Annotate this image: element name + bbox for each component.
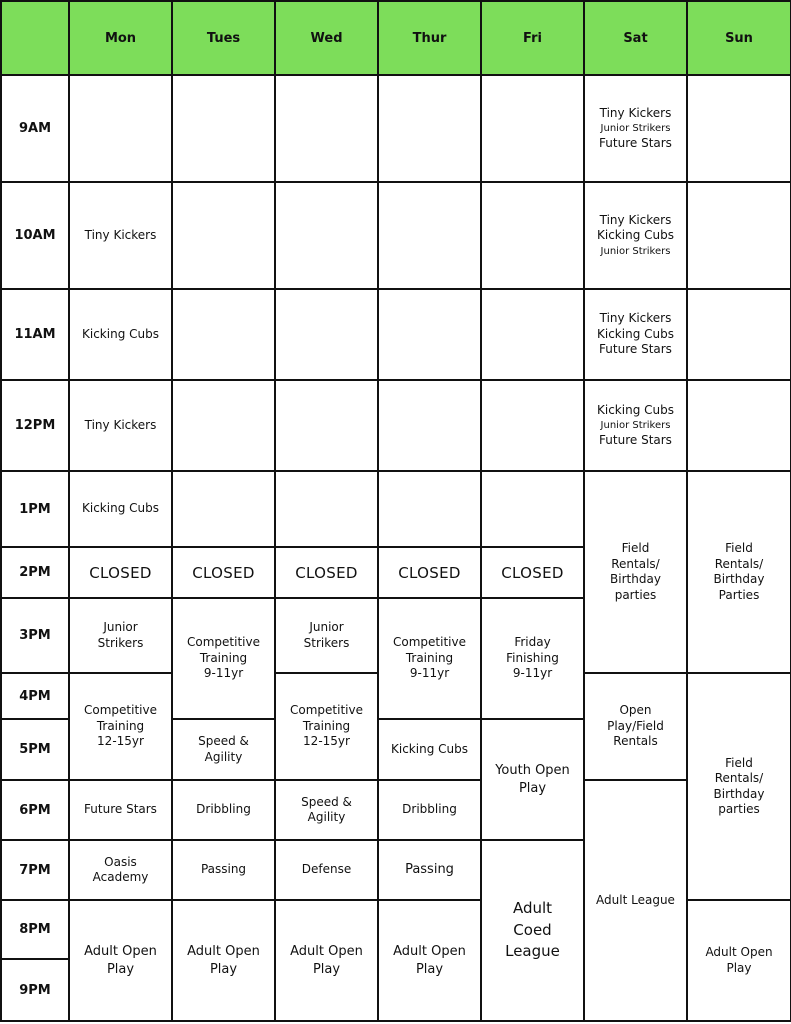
class-name: Rentals/ (611, 556, 660, 571)
sat-9am-cell (584, 75, 687, 182)
class-name: Youth Open (495, 763, 570, 778)
empty-cell (69, 75, 172, 182)
class-name: Adult Open (290, 944, 363, 959)
closed-cell: CLOSED (275, 547, 378, 598)
empty-cell (275, 471, 378, 547)
class-name: Kicking Cubs (597, 402, 674, 417)
class-name: 12-15yr (303, 734, 350, 749)
fri-youth-open-play-cell (481, 719, 584, 840)
sun-adult-open-play-cell (687, 900, 791, 1021)
class-name: Coed (513, 920, 552, 939)
class-name: Training (96, 718, 145, 733)
empty-cell (172, 289, 275, 380)
class-name: Junior (103, 620, 138, 634)
time-label: 9AM (1, 75, 69, 182)
class-name: Play (415, 961, 444, 977)
day-header-fri: Fri (481, 1, 584, 75)
class-cell: Tiny Kickers (69, 182, 172, 289)
class-name: 9-11yr (203, 666, 244, 681)
class-name: Junior Strikers (600, 245, 671, 257)
class-name: Play (726, 960, 752, 975)
class-cell: Dribbling (172, 780, 275, 840)
time-label: 2PM (1, 547, 69, 598)
empty-cell (481, 471, 584, 547)
sat-11am-cell (584, 289, 687, 380)
class-cell: Kicking Cubs (69, 471, 172, 547)
class-name: Friday (514, 635, 551, 650)
row-6pm (1, 780, 791, 840)
empty-cell (481, 380, 584, 471)
class-cell: Future Stars (69, 780, 172, 840)
class-name: Birthday (610, 572, 661, 586)
empty-cell (687, 289, 791, 380)
class-name: Tiny Kickers (599, 105, 672, 120)
sun-field-rentals-cell (687, 471, 791, 673)
class-cell: Defense (275, 840, 378, 900)
empty-cell (275, 75, 378, 182)
time-label: 7PM (1, 840, 69, 900)
wed-3pm-cell (275, 598, 378, 673)
sat-field-rentals-cell (584, 471, 687, 673)
time-label: 5PM (1, 719, 69, 780)
class-name: Rentals (613, 734, 658, 749)
class-name: Strikers (303, 635, 350, 650)
mon-competitive-cell (69, 673, 172, 780)
class-name: Kicking Cubs (597, 326, 674, 341)
class-name: Competitive (84, 703, 157, 718)
time-label: 3PM (1, 598, 69, 673)
empty-cell (275, 182, 378, 289)
closed-cell: CLOSED (69, 547, 172, 598)
class-name: Training (302, 718, 351, 733)
mon-3pm-cell (69, 598, 172, 673)
thur-competitive-cell (378, 598, 481, 719)
sat-open-play-cell (584, 673, 687, 780)
empty-cell (687, 380, 791, 471)
class-name: Future Stars (599, 342, 672, 357)
class-name: Field (725, 755, 753, 770)
class-name: Finishing (506, 650, 559, 665)
class-name: Play (209, 961, 238, 977)
class-name: Agility (307, 810, 346, 824)
time-label: 6PM (1, 780, 69, 840)
class-name: parties (614, 587, 657, 602)
class-cell: Tiny Kickers (69, 380, 172, 471)
class-name: Play (106, 961, 135, 977)
class-name: 12-15yr (97, 734, 144, 749)
class-name: Junior (309, 620, 344, 634)
class-cell: Passing (378, 840, 481, 900)
empty-cell (172, 75, 275, 182)
class-name: Open (619, 703, 652, 718)
class-name: Parties (718, 587, 760, 602)
class-name: Play (312, 961, 341, 977)
wed-adult-open-play-cell (275, 900, 378, 1021)
empty-cell (172, 380, 275, 471)
class-name: Adult Open (393, 944, 466, 959)
class-name: League (505, 942, 560, 961)
time-label: 4PM (1, 673, 69, 719)
tues-5pm-cell (172, 719, 275, 780)
class-name: Adult Open (187, 944, 260, 959)
empty-cell (687, 182, 791, 289)
row-9am (1, 75, 791, 182)
class-name: Field (621, 541, 650, 555)
class-name: Adult Open (705, 945, 773, 959)
class-cell: Kicking Cubs (378, 719, 481, 780)
class-name: Agility (204, 749, 243, 764)
class-name: Speed & (301, 794, 352, 809)
corner-cell (1, 1, 69, 75)
empty-cell (481, 182, 584, 289)
sat-adult-league-cell: Adult League (584, 780, 687, 1021)
class-name: Competitive (393, 635, 466, 650)
time-label: 10AM (1, 182, 69, 289)
time-label: 9PM (1, 959, 69, 1021)
tues-adult-open-play-cell (172, 900, 275, 1021)
empty-cell (275, 380, 378, 471)
class-name: Birthday (713, 786, 765, 801)
class-name: Competitive (290, 703, 363, 718)
tues-competitive-cell (172, 598, 275, 719)
class-name: Rentals/ (714, 771, 764, 785)
closed-cell: CLOSED (378, 547, 481, 598)
fri-adult-coed-league-cell (481, 840, 584, 1021)
class-name: Birthday (713, 572, 765, 586)
row-10am (1, 182, 791, 289)
class-name: Future Stars (599, 433, 672, 447)
time-label: 12PM (1, 380, 69, 471)
sun-field-rentals-cell-2 (687, 673, 791, 900)
class-name: Training (405, 650, 454, 665)
class-name: Junior Strikers (600, 420, 671, 431)
empty-cell (172, 182, 275, 289)
empty-cell (378, 182, 481, 289)
empty-cell (481, 75, 584, 182)
class-name: Adult Open (84, 944, 157, 959)
class-name: Play/Field (607, 718, 664, 733)
wed-competitive-cell (275, 673, 378, 780)
class-name: Training (199, 650, 248, 665)
day-header-wed: Wed (275, 1, 378, 75)
class-cell: Passing (172, 840, 275, 900)
empty-cell (378, 380, 481, 471)
class-name: 9-11yr (409, 666, 450, 681)
mon-7pm-cell (69, 840, 172, 900)
class-name: Play (518, 780, 547, 796)
sat-12pm-cell (584, 380, 687, 471)
class-cell: Dribbling (378, 780, 481, 840)
class-name: Adult (512, 899, 553, 918)
empty-cell (687, 75, 791, 182)
day-header-mon: Mon (69, 1, 172, 75)
row-1pm (1, 471, 791, 547)
wed-6pm-cell (275, 780, 378, 840)
mon-adult-open-play-cell (69, 900, 172, 1021)
class-name: Junior Strikers (600, 123, 671, 134)
day-header-sun: Sun (687, 1, 791, 75)
class-name: Speed & (198, 734, 249, 748)
class-name: 9-11yr (512, 666, 553, 681)
time-label: 11AM (1, 289, 69, 380)
thur-adult-open-play-cell (378, 900, 481, 1021)
class-name: Competitive (187, 635, 260, 650)
class-name: Kicking Cubs (597, 228, 674, 242)
class-name: Future Stars (599, 136, 672, 150)
row-12pm (1, 380, 791, 471)
empty-cell (378, 471, 481, 547)
class-name: Academy (92, 870, 149, 884)
class-name: Strikers (97, 635, 144, 650)
closed-cell: CLOSED (481, 547, 584, 598)
day-header-sat: Sat (584, 1, 687, 75)
day-header-tues: Tues (172, 1, 275, 75)
day-header-thur: Thur (378, 1, 481, 75)
empty-cell (275, 289, 378, 380)
class-name: Rentals/ (714, 556, 764, 571)
class-name: Field (725, 541, 753, 555)
header-row (1, 1, 791, 75)
class-cell: Kicking Cubs (69, 289, 172, 380)
empty-cell (378, 75, 481, 182)
time-label: 8PM (1, 900, 69, 959)
time-label: 1PM (1, 471, 69, 547)
row-11am (1, 289, 791, 380)
empty-cell (172, 471, 275, 547)
closed-cell: CLOSED (172, 547, 275, 598)
class-name: Tiny Kickers (599, 311, 672, 326)
fri-finishing-cell (481, 598, 584, 719)
class-name: parties (718, 802, 760, 816)
empty-cell (378, 289, 481, 380)
class-name: Tiny Kickers (599, 212, 672, 227)
sat-10am-cell (584, 182, 687, 289)
class-name: Oasis (104, 854, 137, 869)
empty-cell (481, 289, 584, 380)
